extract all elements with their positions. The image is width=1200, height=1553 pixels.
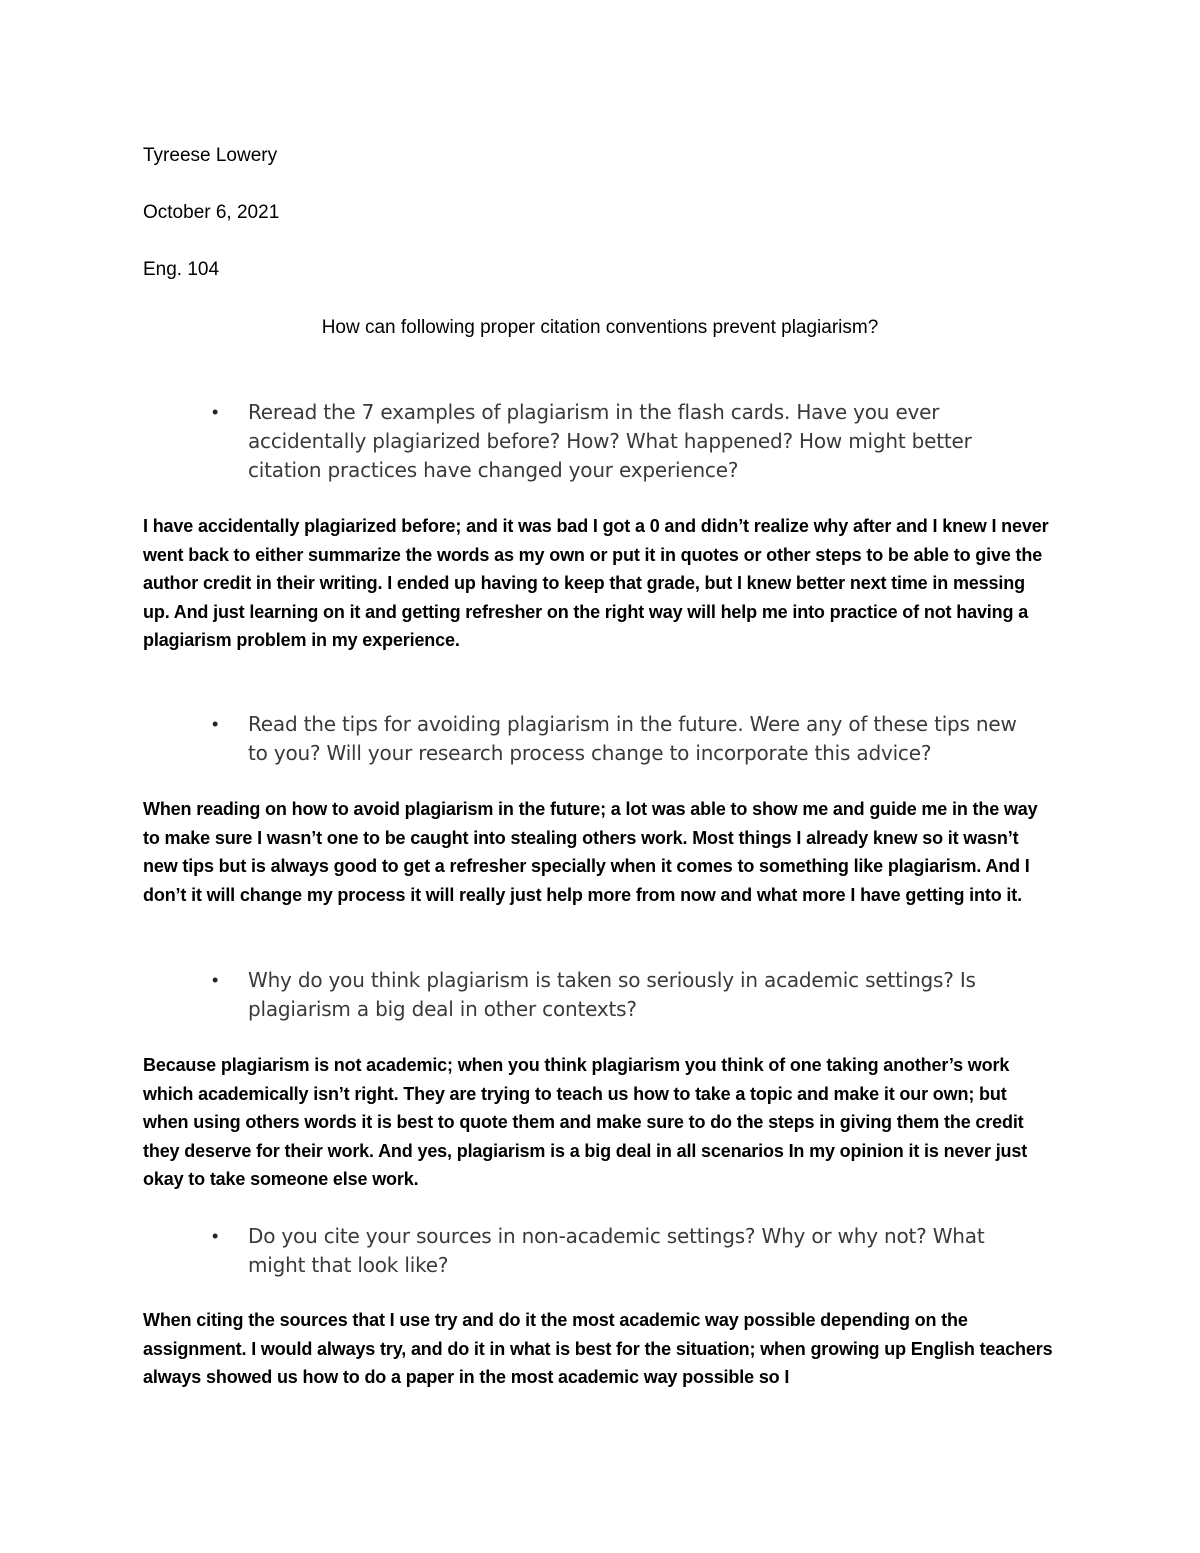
question-3-text: Why do you think plagiarism is taken so seriously in academic settings? Is plagiarism a big deal in other contexts? [248,968,976,1021]
document-title: How can following proper citation conventions prevent plagiarism? [321,317,879,338]
question-1-text: Reread the 7 examples of plagiarism in the flash cards. Have you ever accidentally plagiarized before? How? What happened? How might better citation practices have changed your experience? [248,400,972,482]
bullet-icon: • [212,970,219,990]
author-name: Tyreese Lowery [143,145,278,166]
question-4 [212,1222,1042,1280]
answer-3: Because plagiarism is not academic; when you think plagiarism you think of one taking another’s work which academically isn’t right. They are trying to teach us how to take a topic and make it our own; but when using others words it is best to quote them and make sure to do the steps in giving them the credit they deserve for their work. And yes, plagiarism is a big deal in all scenarios In my opinion it is never just okay to take someone else work. [143,1055,1028,1190]
answer-4: When citing the sources that I use try and do it the most academic way possible depending on the assignment. I would always try, and do it in what is best for the situation; when growing up English teachers always showed us how to do a paper in the most academic way possible so I [143,1310,1053,1388]
bullet-icon: • [212,1226,219,1246]
question-2 [212,710,1042,768]
bullet-icon: • [212,714,219,734]
answer-1: I have accidentally plagiarized before; and it was bad I got a 0 and didn’t realize why after and I knew I never went back to either summarize the words as my own or put it in quotes or other steps to be able to give the author credit in their writing. I ended up having to keep that grade, but I knew better next time in messing up. And just learning on it and getting refresher on the right way will help me into practice of not having a plagiarism problem in my experience. [143,516,1049,651]
bullet-icon: • [212,402,219,422]
answer-2: When reading on how to avoid plagiarism in the future; a lot was able to show me and guide me in the way to make sure I wasn’t one to be caught into stealing others work. Most things I already knew so it wasn’t new tips but is always good to get a refresher specially when it comes to something like plagiarism. And I don’t it will change my process it will really just help more from now and what more I have getting into it. [143,799,1038,905]
question-1 [212,398,1042,485]
question-2-text: Read the tips for avoiding plagiarism in the future. Were any of these tips new to you? Will your research process change to incorporate this advice? [248,712,1017,765]
document-date: October 6, 2021 [143,202,280,223]
question-3 [212,966,1042,1024]
question-4-text: Do you cite your sources in non-academic settings? Why or why not? What might that look like? [248,1224,985,1277]
course-name: Eng. 104 [143,259,220,280]
